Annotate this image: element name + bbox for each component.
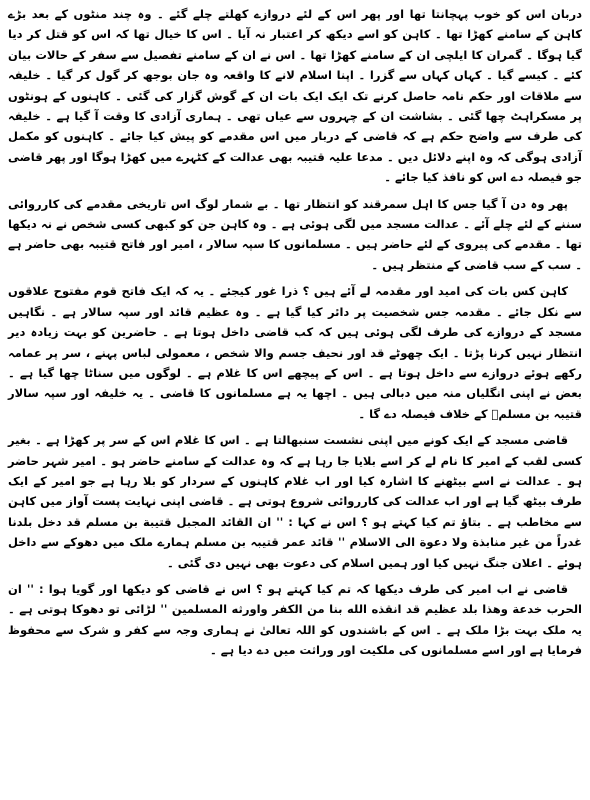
paragraph-trial-day: پھر وہ دن آ گیا جس کا اہل سمرقند کو انتظار تھا ۔ بے شمار لوگ اس تاریخی مقدمے کی کارروائی سننے کے لئے چلے آئے ۔ عدالت مسجد میں لگی ہوئی ہے ۔ وہ کاہن جن کو کبھی کسی شخص نے نہ دیکھا تھا ۔ مقدمے کی پیروی کے لئے حاضر ہیں ۔ مسلمانوں کا سپہ سالار ، امیر اور فاتح قتیبہ بھی حاضر ہے ۔ سب کے سب قاضی کے منتظر ہیں ۔ bbox=[8, 196, 582, 272]
paragraph-proceedings: قاضی مسجد کے ایک کونے میں اپنی نشست سنبھالتا ہے ۔ اس کا غلام اس کے سر پر کھڑا ہے ۔ بغیر کسی لقب کے امیر کا نام لے کر اسے بلایا جا رہا ہے کہ وہ عدالت کے سامنے حاضر ہو ۔ امیر شہر حاضر ہو ۔ عدالت نے اسے بیٹھنے کا اشارہ کیا اور اب غلام کاہنوں کے سردار کو بلا رہا ہے جو امیر کے ایک طرف بیٹھ گیا ہے اور اب عدالت کی کارروائی شروع ہوتی ہے ۔ قاضی اپنی نہایت پست آواز میں کاہن سے مخاطب ہے ۔ بتاؤ تم کیا کہتے ہو ؟ اس نے کہا : '' ان القائد المجبل قتيبة بن مسلم قد دخل بلدنا غدراً من غير منابذة ولا دعوة الى الاسلام '' قائد عمر قتیبہ بن مسلم ہمارے ملک میں دھوکے سے داخل ہوئے ۔ اعلان جنگ نہیں کیا اور ہمیں اسلام کی دعوت بھی نہیں دی گئی ۔ bbox=[8, 433, 582, 570]
paragraph-commander-reply: قاضی نے اب امیر کی طرف دیکھا کہ تم کیا کہتے ہو ؟ اس نے قاضی کو دیکھا اور گویا ہوا : '' ان الحرب خدعة وهذا بلد عظيم قد انقذه الله بنا من الكفر واورثه المسلمين '' لڑائی تو دھوکا ہوتی ہے ۔ یہ ملک بہت بڑا ملک ہے ۔ اس کے باشندوں کو اللہ تعالیٰ نے ہماری وجہ سے کفر و شرک سے محفوظ فرمایا ہے اور اسے مسلمانوں کی ملکیت اور وراثت میں دے دیا ہے ۔ bbox=[8, 581, 582, 658]
paragraph-arrival: دربان اس کو خوب پہچانتا تھا اور پھر اس کے لئے دروازے کھلتے چلے گئے ۔ وہ چند منٹوں کے بعد بڑے کاہن کے سامنے کھڑا تھا ۔ کاہن کو اسے دیکھ کر اعتبار نہ آیا ۔ اس کا خیال تھا کہ اس کو قتل کر دیا گیا ہوگا ۔ گمران کا ایلچی ان کے سامنے کھڑا تھا ۔ اس نے ان کے سامنے تفصیل سے سفر کے حالات بیان کئے ۔ کیسے گیا ۔ کہاں کہاں سے گزرا ۔ اپنا اسلام لانے کا واقعہ وہ جان بوجھ کر گول کر گیا ۔ خلیفہ سے ملاقات اور حکم نامہ حاصل کرنے تک ایک ایک بات ان کے گوش گزار کی گئی ۔ کاہنوں کے ہونٹوں پر مسکراہٹ چھا گئی ۔ بشاشت ان کے چہروں سے عیاں تھی ۔ ہماری آزادی کا وقت آ گیا ہے ۔ خلیفہ کی طرف سے واضح حکم ہے کہ قاضی کے دربار میں اس مقدمے کو پیش کیا جائے ۔ کاہنوں کو مکمل آزادی ہوگی کہ وہ اپنے دلائل دیں ۔ مدعا علیہ قتیبہ بھی عدالت کے کٹہرے میں کھڑا ہوگا اور پھر قاضی جو فیصلہ دے اس کو نافذ کیا جائے ۔ bbox=[8, 7, 582, 185]
paragraph-judge-entry: کاہن کس بات کی امید اور مقدمہ لے آئے ہیں ؟ ذرا غور کیجئے ۔ یہ کہ ایک فاتح قوم مفتوح علاقوں سے نکل جائے ۔ مقدمہ جس شخصیت پر دائر کیا گیا ہے ۔ وہ عظیم قائد اور سپہ سالار ہے ۔ نگاہیں مسجد کے دروازے کی طرف لگی ہوئی ہیں کہ کب قاضی داخل ہوتا ہے ۔ حاضرین کو بہت زیادہ دیر انتظار نہیں کرنا پڑتا ۔ ایک چھوٹے قد اور نحیف جسم والا شخص ، معمولی لباس پہنے ، سر پر عمامہ رکھے ہوئے دروازے سے داخل ہوتا ہے ۔ اس کے پیچھے اس کا غلام ہے ۔ لوگوں میں سناٹا چھا گیا ہے ۔ بعض نے اپنی انگلیاں منہ میں دبالی ہیں ۔ اچھا یہ ہے مسلمانوں کا قاضی ۔ یہ خلیفہ اور سپہ سالار قتیبہ بن مسلمؒ کے خلاف فیصلہ دے گا ۔ bbox=[8, 284, 582, 421]
